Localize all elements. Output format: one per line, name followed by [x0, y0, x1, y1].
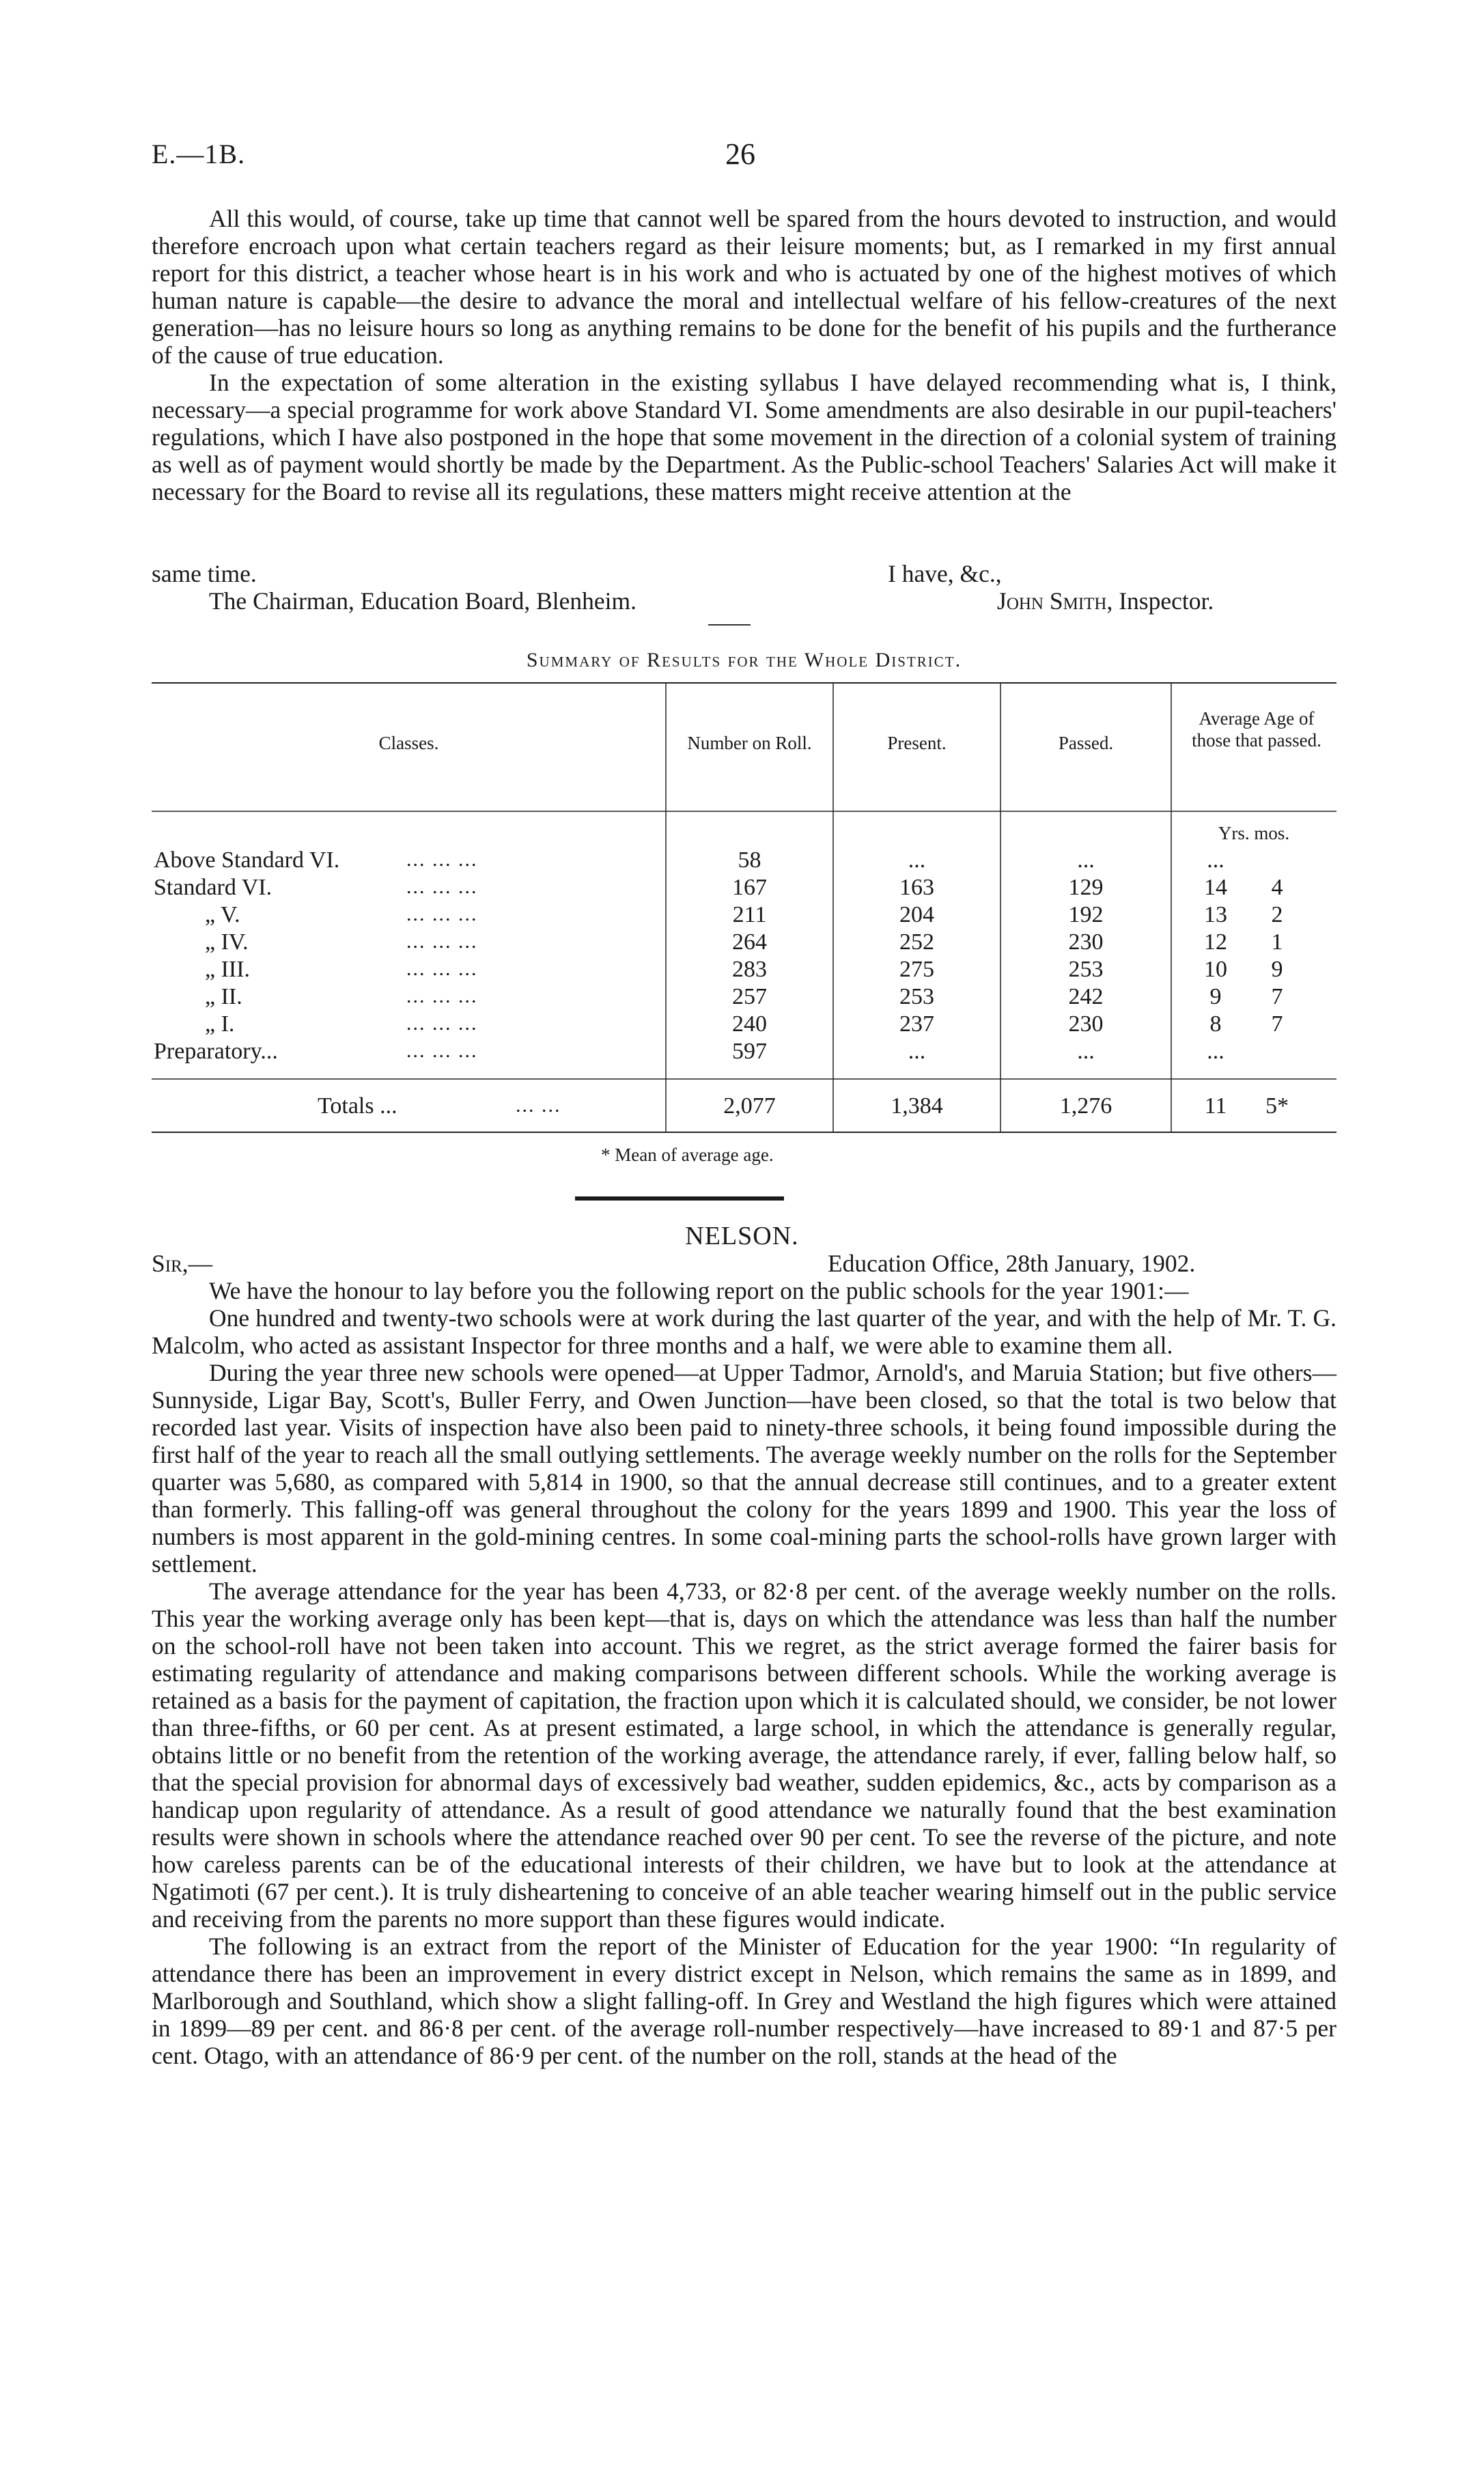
row-label: „ IV. — [205, 929, 249, 955]
cell-passed: 230 — [1068, 1011, 1104, 1037]
cell-present: ... — [908, 847, 926, 873]
cell-months: 7 — [1271, 984, 1283, 1009]
cell-present: 252 — [899, 929, 934, 955]
cell-months: 2 — [1271, 902, 1283, 927]
totals-months: 5* — [1265, 1093, 1289, 1119]
cell-months: 9 — [1271, 957, 1283, 982]
leader-dots: ... ... ... — [406, 875, 478, 898]
paragraph-syllabus: In the expectation of some alteration in the existing syllabus I have delayed recommending what is, I think, necessary—a special programme for work above Standard VI. Some amendments are also desirable in our pupil-teachers' regulations, which I have also postponed in the hope that some movement in the direction of a colonial system of training as well as of payment would shortly be made by the Department. As the Public-school Teachers' Salaries Act will make it necessary for the Board to revise all its regulations, these matters might receive attention at the — [152, 369, 1336, 505]
cell-months: 1 — [1271, 929, 1283, 955]
cell-roll: 257 — [732, 984, 767, 1009]
header-roll: Number on Roll. — [687, 733, 812, 753]
paragraph-minister-extract: The following is an extract from the report of the Minister of Education for the year 1900: “In regularity of attendance there has been an improvement in every district except in Nelson, which remains the same as in 1899, and Marlborough and Southland, which show a slight falling-off. In Grey and Westland the high figures which were attained in 1899—89 per cent. and 86·8 per cent. of the average roll-number respectively—have increased to 89·1 and 87·5 per cent. Otago, with an attendance of 86·9 per cent. of the number on the roll, stands at the head of the — [152, 1933, 1336, 2069]
cell-years: ... — [1207, 1039, 1224, 1064]
leader-dots: ... ... ... — [406, 1012, 478, 1035]
section-heading: NELSON. — [685, 1222, 799, 1250]
row-label: Above Standard VI. — [154, 847, 340, 873]
header-passed: Passed. — [1058, 733, 1114, 753]
table-title: Summary of Results for the Whole District. — [526, 649, 962, 671]
signatory-name: John Smith — [997, 587, 1107, 615]
leader-dots: ... ... ... — [406, 930, 478, 953]
office-date: Education Office, 28th January, 1902. — [828, 1250, 1196, 1277]
cell-years: 14 — [1204, 875, 1227, 900]
cell-passed: 129 — [1068, 875, 1104, 900]
cell-roll: 240 — [732, 1011, 767, 1037]
page-reference: E.—1B. — [152, 139, 246, 169]
cell-months: 4 — [1271, 875, 1283, 900]
page-number: 26 — [725, 137, 755, 171]
paragraph-leisure: All this would, of course, take up time that cannot well be spared from the hours devoted to instruction, and would therefore encroach upon what certain teachers regard as their leisure moments; but, as I remarked in my first annual report for this district, a teacher whose heart is in his work and who is actuated by one of the highest motives of which human nature is capable—the desire to advance the moral and intellectual welfare of his fellow-creatures of the next generation—has no leisure hours so long as anything remains to be done for the benefit of his pupils and the furtherance of the cause of true education. — [152, 205, 1336, 369]
row-label: „ V. — [205, 902, 240, 927]
cell-roll: 58 — [738, 847, 761, 873]
totals-label: Totals ... — [318, 1093, 397, 1119]
leader-dots: ... ... ... — [406, 903, 478, 925]
paragraph-new-schools: During the year three new schools were opened—at Upper Tadmor, Arnold's, and Maruia Station; but five others—Sunnyside, Ligar Bay, Scott's, Buller Ferry, and Owen Junction—have been closed, so that the total is two below that recorded last year. Visits of inspection have also been paid to ninety-three schools, it being found impossible during the first half of the year to reach all the small outlying settlements. The average weekly number on the rolls for the September quarter was 5,680, as compared with 5,814 in 1900, so that the annual decrease still continues, and to a greater extent than formerly. This falling-off was general throughout the colony for the years 1899 and 1900. This year the loss of numbers is most apparent in the gold-mining centres. In some coal-mining parts the school-rolls have grown larger with settlement. — [152, 1359, 1336, 1577]
table-footnote: * Mean of average age. — [601, 1145, 774, 1165]
cell-present: ... — [908, 1039, 926, 1064]
leader-dots: ... ... ... — [406, 848, 478, 871]
leader-dots: ... ... ... — [406, 957, 478, 980]
addressee: The Chairman, Education Board, Blenheim. — [209, 587, 637, 615]
cell-roll: 597 — [732, 1039, 767, 1064]
totals-years: 11 — [1204, 1093, 1227, 1119]
closing-phrase: I have, &c., — [888, 560, 1002, 587]
leader-dots: ... ... — [516, 1094, 561, 1117]
paragraph-attendance: The average attendance for the year has been 4,733, or 82·8 per cent. of the average weekly number on the rolls. This year the working average only has been kept—that is, days on which the attendance was less than half the number on the school-roll have not been taken into account. This we regret, as the strict average formed the fairer basis for estimating regularity of attendance and making comparisons between different schools. While the working average is retained as a basis for the payment of capitation, the fraction upon which it is calculated should, we consider, be not lower than three-fifths, or 60 per cent. As at present estimated, a large school, in which the attendance is generally regular, obtains little or no benefit from the retention of the working average, the attendance rarely, if ever, falling below half, so that the special provision for abnormal days of excessively bad weather, sudden epidemics, &c., acts by comparison as a handicap upon regularity of attendance. As a result of good attendance we naturally found that the best examination results were shown in schools where the attendance reached over 90 per cent. To see the reverse of the picture, and note how careless parents can be of the educational interests of their children, we have but to look at the attendance at Ngatimoti (67 per cent.). It is truly disheartening to conceive of an able teacher wearing himself out in the public service and receiving from the parents no more support than these figures would indicate. — [152, 1577, 1336, 1933]
paragraph-intro: We have the honour to lay before you the following report on the public schools for the year 1901:— — [209, 1277, 1189, 1304]
cell-present: 253 — [899, 984, 934, 1009]
cell-years: 8 — [1209, 1011, 1222, 1037]
header-present: Present. — [887, 733, 947, 753]
age-units: Yrs. mos. — [1218, 823, 1290, 843]
cell-years: 10 — [1204, 957, 1227, 982]
same-time-text: same time. — [152, 560, 257, 587]
signatory-title: , Inspector. — [1106, 587, 1214, 615]
row-label: „ II. — [205, 984, 242, 1009]
cell-passed: 192 — [1068, 902, 1104, 927]
cell-present: 237 — [899, 1011, 934, 1037]
row-label: „ III. — [205, 957, 251, 982]
cell-present: 163 — [899, 875, 934, 900]
cell-roll: 211 — [732, 902, 767, 927]
cell-years: 12 — [1204, 929, 1227, 955]
salutation: Sir,— — [152, 1250, 213, 1277]
cell-passed: 253 — [1068, 957, 1104, 982]
section-divider — [575, 1196, 784, 1201]
cell-passed: ... — [1077, 847, 1095, 873]
totals-present: 1,384 — [891, 1093, 943, 1119]
leader-dots: ... ... ... — [406, 985, 478, 1007]
totals-roll: 2,077 — [723, 1093, 776, 1119]
cell-passed: 230 — [1068, 929, 1104, 955]
row-label: „ I. — [205, 1011, 235, 1037]
cell-roll: 283 — [732, 957, 767, 982]
totals-passed: 1,276 — [1059, 1093, 1112, 1119]
cell-months: 7 — [1271, 1011, 1283, 1037]
header-classes: Classes. — [378, 733, 439, 753]
cell-years: 9 — [1209, 984, 1222, 1009]
cell-roll: 167 — [732, 875, 767, 900]
cell-present: 204 — [899, 902, 934, 927]
cell-passed: ... — [1077, 1039, 1095, 1064]
header-average-age: Average Age of those that passed. — [1192, 708, 1321, 751]
cell-years: ... — [1207, 847, 1224, 873]
row-label: Standard VI. — [154, 875, 272, 900]
leader-dots: ... ... ... — [406, 1039, 478, 1062]
cell-roll: 264 — [732, 929, 767, 955]
row-label: Preparatory... — [154, 1039, 278, 1064]
paragraph-schools: One hundred and twenty-two schools were at work during the last quarter of the year, and with the help of Mr. T. G. Malcolm, who acted as assistant Inspector for three months and a half, we were able to examine them all. — [152, 1304, 1336, 1359]
cell-years: 13 — [1204, 902, 1227, 927]
cell-passed: 242 — [1068, 984, 1104, 1009]
nelson-report-body — [152, 1277, 1336, 2069]
cell-present: 275 — [899, 957, 934, 982]
